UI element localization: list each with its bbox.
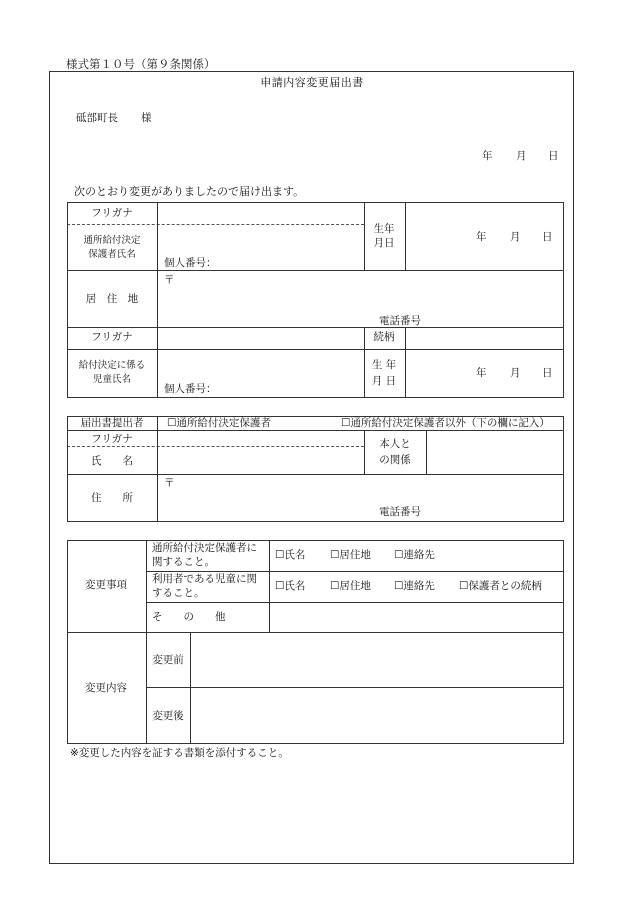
change-items-label: 変更事項 xyxy=(85,579,127,591)
addressee-name: 砥部町長 xyxy=(76,112,118,124)
residence-label: 居 住 地 xyxy=(85,293,139,305)
guardian-row-label-1: 通所給付決定保護者に xyxy=(152,542,257,554)
guardian-name-label-2: 保護者氏名 xyxy=(88,249,136,260)
guardian-birth-label-1: 生年 xyxy=(373,223,395,235)
child-option-relationship[interactable]: ☐保護者との続柄 xyxy=(459,580,542,592)
submitter-postal-mark: 〒 xyxy=(164,477,175,489)
footnote: ※変更した内容を証する書類を添付すること。 xyxy=(70,747,289,759)
date-day: 日 xyxy=(548,150,559,162)
residence-phone-label: 電話番号 xyxy=(379,315,421,327)
guardian-option-residence[interactable]: ☐居住地 xyxy=(330,549,371,561)
child-row-label-2: すること。 xyxy=(152,587,205,599)
form-frame xyxy=(49,71,574,864)
relationship-label: 続柄 xyxy=(373,331,395,343)
child-name-label-2: 児童氏名 xyxy=(92,374,132,385)
change-content-label: 変更内容 xyxy=(85,682,127,694)
after-label: 変更後 xyxy=(152,710,184,722)
submitter-address-label: 住 所 xyxy=(91,492,133,504)
relation-label-1: 本人と xyxy=(379,438,411,450)
addressee-honorific: 様 xyxy=(141,112,152,124)
residence-postal-mark: 〒 xyxy=(164,274,175,286)
child-option-contact[interactable]: ☐連絡先 xyxy=(394,580,435,592)
guardian-row-label-2: 関すること。 xyxy=(152,556,215,568)
before-label: 変更前 xyxy=(152,654,184,666)
child-birth-label-1: 生 年 xyxy=(371,359,397,371)
guardian-birth-label-2: 月日 xyxy=(373,237,395,249)
guardian-birth-day: 日 xyxy=(542,231,553,243)
relation-label-2: の関係 xyxy=(379,454,411,466)
date-month: 月 xyxy=(516,150,527,162)
child-birth-day: 日 xyxy=(542,367,553,379)
child-birth-month: 月 xyxy=(510,367,521,379)
guardian-individual-number-label: 個人番号： xyxy=(164,257,217,269)
guardian-birth-month: 月 xyxy=(510,231,521,243)
child-birth-label-2: 月 日 xyxy=(371,375,397,387)
submitter-option-guardian[interactable]: ☐通所給付決定保護者 xyxy=(167,417,271,429)
child-row-label-1: 利用者である児童に関 xyxy=(152,573,257,585)
submitter-option-other[interactable]: ☐通所給付決定保護者以外（下の欄に記入） xyxy=(341,417,550,429)
form-title: 申請内容変更届出書 xyxy=(260,76,364,89)
form-number: 様式第１０号（第９条関係） xyxy=(66,57,216,71)
submitter-name-label: 氏 名 xyxy=(91,455,133,467)
guardian-option-name[interactable]: ☐氏名 xyxy=(275,549,306,561)
child-birth-year: 年 xyxy=(476,367,487,379)
guardian-name-label-1: 通所給付決定 xyxy=(83,235,141,246)
date-year: 年 xyxy=(482,150,493,162)
child-name-label-1: 給付決定に係る xyxy=(78,360,146,371)
guardian-birth-year: 年 xyxy=(476,231,487,243)
submitter-phone-label: 電話番号 xyxy=(379,506,421,518)
other-label: そ の 他 xyxy=(152,611,226,623)
child-option-name[interactable]: ☐氏名 xyxy=(275,580,306,592)
child-individual-number-label: 個人番号： xyxy=(164,383,217,395)
child-option-residence[interactable]: ☐居住地 xyxy=(330,580,371,592)
recipient-furigana-label: フリガナ xyxy=(91,207,133,219)
child-furigana-label: フリガナ xyxy=(91,331,133,343)
guardian-option-contact[interactable]: ☐連絡先 xyxy=(394,549,435,561)
submitter-furigana-label: フリガナ xyxy=(91,433,133,445)
intro-text: 次のとおり変更がありましたので届け出ます。 xyxy=(74,185,305,198)
submitter-label: 届出書提出者 xyxy=(80,417,144,429)
